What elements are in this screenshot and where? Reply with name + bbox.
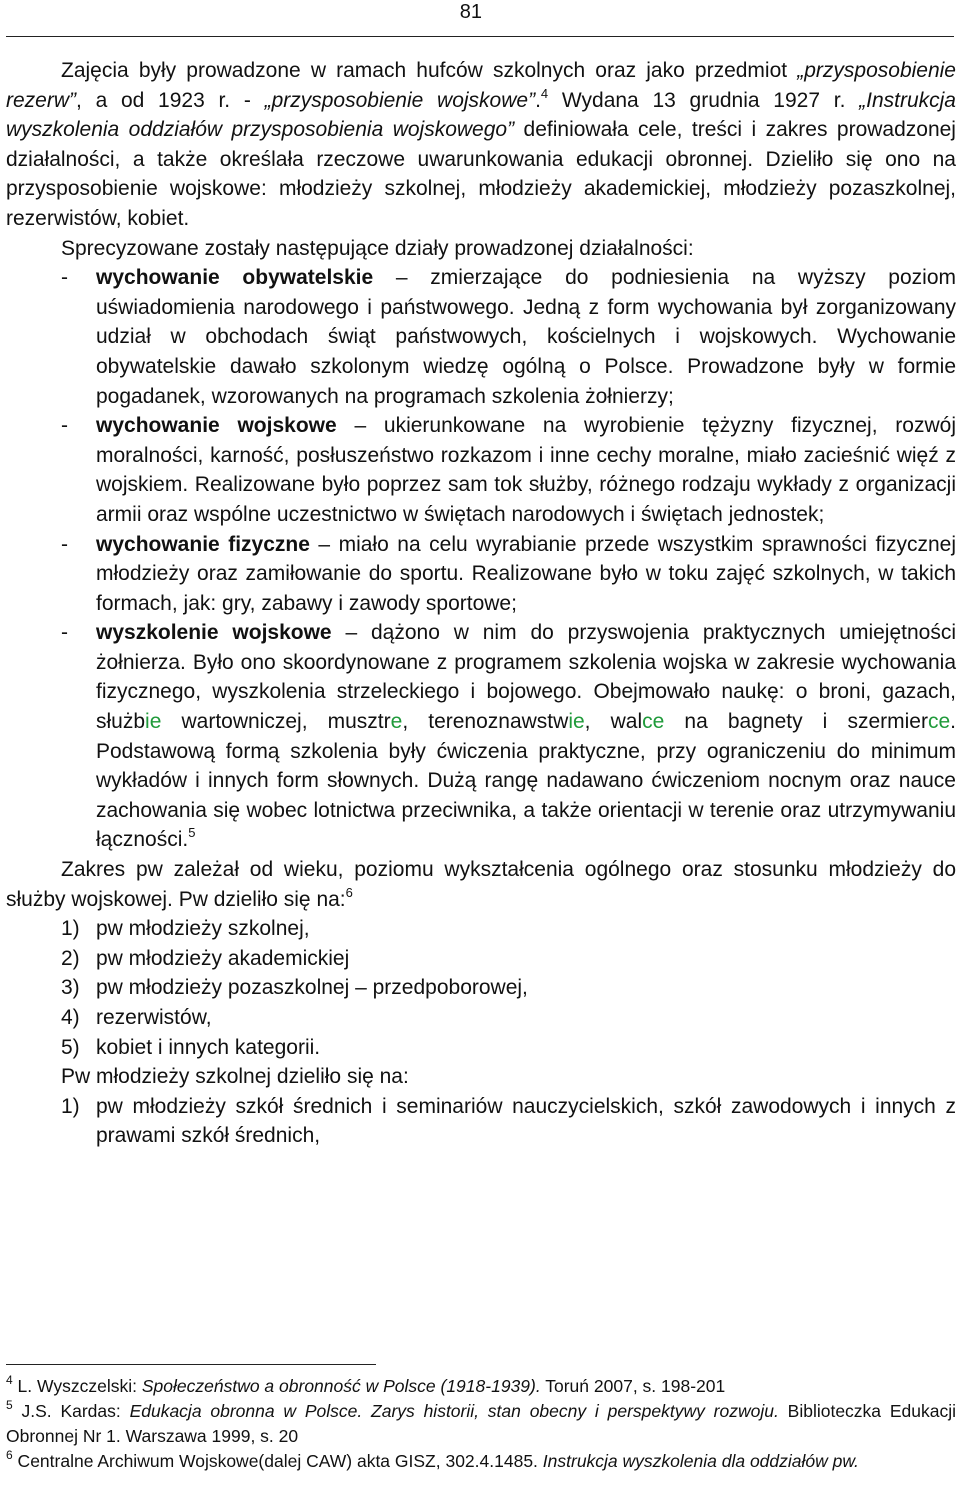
footnote-number: 6 [6, 1448, 13, 1462]
footnote-number: 5 [6, 1398, 13, 1412]
green-text: ie [568, 710, 585, 734]
item-text: kobiet i innych kategorii. [96, 1035, 321, 1059]
paragraph-intro [6, 56, 956, 234]
numbered-item [6, 1003, 956, 1033]
text-run: Zajęcia były prowadzone w ramach hufców szkolnych oraz jako przedmiot [61, 59, 798, 82]
term-bold: wyszkolenie wojskowe [96, 621, 332, 645]
footnote-title: Edukacja obronna w Polsce. Zarys historii, stan obecny i perspektywy rozwoju. [129, 1401, 779, 1421]
item-number: 2) [61, 946, 80, 970]
dash-marker: - [61, 621, 68, 645]
text-run: definiowała cele, treści i zakres prowadzonej działalności, a także określała rzeczowe uwarunkowania edukacji obronnej. Dzieliło się ono na przysposobienie wojskowe: młodzieży szkolnej, młodzieży akademickiej, młodzieży pozaszkolnej, rezerwistów, kobiet. [6, 118, 956, 230]
header-rule [6, 36, 954, 37]
dash-marker: - [61, 414, 68, 438]
item-text: pw młodzieży akademickiej [96, 946, 350, 970]
numbered-item [6, 1092, 956, 1151]
item-number: 4) [61, 1006, 80, 1029]
green-text: ce [642, 710, 665, 734]
text-run: . [535, 88, 541, 112]
footnote-separator [6, 1364, 376, 1365]
green-text: e [390, 710, 403, 734]
footnote-title: Społeczeństwo a obronność w Polsce (1918-1939). [141, 1376, 541, 1396]
item-number: 5) [61, 1035, 80, 1059]
green-text: ie [145, 710, 162, 734]
list-item-civic [6, 263, 956, 411]
numbered-item [6, 973, 956, 1003]
footnote-ref-6[interactable]: 6 [345, 884, 353, 900]
list-item-military-training [6, 618, 956, 855]
item-text: wartowniczej, musztr [161, 710, 391, 734]
item-text: , terenoznawstw [402, 710, 569, 734]
item-text: pw młodzieży szkół średnich i seminariów nauczycielskich, szkół zawodowych i innych z prawami szkół średnich, [96, 1094, 956, 1148]
item-text: rezerwistów, [96, 1006, 212, 1029]
item-text: pw młodzieży szkolnej, [96, 917, 310, 941]
text-run: Wydana 13 grudnia 1927 r. [548, 88, 860, 112]
list-item-physical [6, 530, 956, 619]
numbered-item [6, 914, 956, 944]
term-bold: wychowanie wojskowe [96, 414, 337, 438]
footnote-6 [6, 1449, 956, 1474]
item-text: . Podstawową formą szkolenia były ćwiczenia praktyczne, przy ograniczeniu do minimum wykładów i innych form słownych. Dużą rangę nadawano ćwiczeniom nocnym oraz nauce zachowania się wobec lotnictwa przeciwnika, a także orientacji w terenie oraz utrzymywaniu łączności. [96, 710, 956, 852]
item-number: 3) [61, 976, 80, 1000]
numbered-item [6, 944, 956, 974]
text-run: Zakres pw zależał od wieku, poziomu wykształcenia ogólnego oraz stosunku młodzieży do służby wojskowej. Pw dzieliło się na: [6, 858, 956, 911]
paragraph-sections: Sprecyzowane zostały następujące działy prowadzonej działalności: [61, 236, 694, 260]
dash-marker: - [61, 266, 68, 290]
document-body [6, 56, 956, 1151]
italic-run: „przysposobienie rezerw” [6, 59, 956, 112]
footnote-text: Centralne Archiwum Wojskowe(dalej CAW) akta GISZ, 302.4.1485. [12, 1451, 543, 1471]
footnote-ref-5[interactable]: 5 [188, 825, 196, 841]
item-number: 1) [61, 1094, 80, 1118]
text-run: , a od 1923 r. - [76, 88, 265, 112]
paragraph-school: Pw młodzieży szkolnej dzieliło się na: [61, 1065, 409, 1089]
italic-run: „Instrukcja wyszkolenia oddziałów przysposobienia wojskowego” [6, 88, 956, 142]
item-text: – zmierzające do podniesienia na wyższy poziom uświadomienia narodowego i państwowego. Jedną z form wychowania był zorganizowany udział w obchodach świąt państwowych, kościelnych i wojskowych. Wychowanie obywatelskie dawało szkolonym wiedzę ogólną o Polsce. Prowadzone były w formie pogadanek, wzorowanych na programach szkolenia żołnierzy; [96, 266, 956, 408]
footnote-number: 4 [6, 1373, 13, 1387]
footnote-text: L. Wyszczelski: [12, 1376, 142, 1396]
term-bold: wychowanie obywatelskie [96, 266, 374, 290]
term-bold: wychowanie fizyczne [96, 532, 310, 556]
item-text: – dążono w nim do przyswojenia praktycznych umiejętności żołnierza. Było ono skoordynowane z programem szkolenia wojska w zakresie wychowania fizycznego, wyszkolenia strzeleckiego i bojowego. Obejmowało naukę: o broni, gazach, służb [96, 621, 956, 734]
dash-marker: - [61, 532, 68, 556]
footnotes [6, 1374, 956, 1474]
green-text: ce [927, 710, 951, 734]
footnote-5 [6, 1399, 956, 1449]
footnote-text: Biblioteczka Edukacji Obronnej Nr 1. Warszawa 1999, s. 20 [6, 1401, 956, 1446]
footnote-text: J.S. Kardas: [12, 1401, 130, 1421]
italic-run: „przysposobienie wojskowe” [264, 88, 536, 112]
footnote-text: Toruń 2007, s. 198-201 [540, 1376, 726, 1396]
item-text: na bagnety i szermier [664, 710, 928, 734]
page-number: 81 [459, 1, 482, 23]
footnote-ref-4[interactable]: 4 [540, 85, 549, 101]
item-number: 1) [61, 917, 80, 941]
numbered-item [6, 1033, 956, 1063]
item-text: – ukierunkowane na wyrobienie tężyzny fizycznej, rozwój moralności, karność, posłuszeństwo rozkazom i inne cechy moralne, miało zacieśnić więź z wojskiem. Realizowane było poprzez sam tok służby, różnego rodzaju wykłady z organizacji armii oraz wspólne uczestnictwo w świętach narodowych i świętach jednostek; [96, 414, 956, 526]
footnote-4 [6, 1374, 956, 1399]
footnote-title: Instrukcja wyszkolenia dla oddziałów pw. [542, 1451, 859, 1471]
list-item-military-upbringing [6, 411, 956, 529]
paragraph-scope [6, 855, 956, 914]
item-text: , wal [584, 710, 643, 734]
item-text: pw młodzieży pozaszkolnej – przedpoborowej, [96, 976, 528, 1000]
item-text: – miało na celu wyrabianie przede wszystkim sprawności fizycznej młodzieży oraz zamiłowanie do sportu. Realizowane było w toku zajęć szkolnych, w takich formach, jak: gry, zabawy i zawody sportowe; [96, 532, 956, 615]
